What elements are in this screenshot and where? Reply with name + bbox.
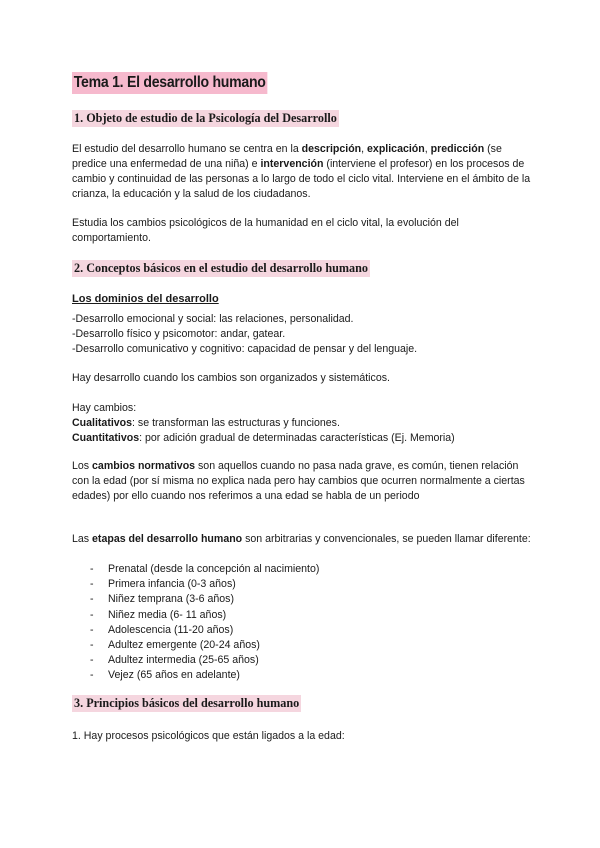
text-run: ,	[424, 143, 431, 155]
text-run: El estudio del desarrollo humano se centra en la	[72, 143, 302, 155]
paragraph	[72, 532, 532, 547]
paragraph: Hay desarrollo cuando los cambios son organizados y sistemáticos.	[72, 372, 390, 384]
domain-item: -Desarrollo emocional y social: las relaciones, personalidad.	[72, 313, 354, 325]
paragraph: Estudia los cambios psicológicos de la humanidad en el ciclo vital, la evolución del comportamiento.	[72, 217, 459, 244]
changes-intro: Hay cambios:	[72, 402, 137, 414]
text-run: ,	[361, 143, 368, 155]
changes-block	[72, 401, 532, 446]
section1-paragraph1	[72, 142, 532, 202]
domain-item: -Desarrollo comunicativo y cognitivo: capacidad de pensar y del lenguaje.	[72, 343, 418, 355]
text-run: Los	[72, 460, 93, 472]
stages-list-items	[72, 562, 532, 684]
paragraph	[72, 142, 532, 202]
stage-item: - Vejez (65 años en adelante)	[72, 668, 532, 683]
section3-paragraph1	[72, 729, 532, 744]
section1-paragraph2	[72, 216, 532, 246]
stage-item: - Niñez media (6- 11 años)	[72, 608, 532, 623]
title-block	[72, 72, 532, 94]
stage-item: - Prenatal (desde la concepción al nacimiento)	[72, 562, 532, 577]
stage-item: - Adultez emergente (20-24 años)	[72, 638, 532, 653]
text-run: (se predice una enfermedad de una niña) e	[72, 143, 502, 170]
stage-item: - Primera infancia (0-3 años)	[72, 577, 532, 592]
stages-intro-paragraph	[72, 532, 532, 547]
domain-item: -Desarrollo físico y psicomotor: andar, gatear.	[72, 328, 286, 340]
quantitative-line	[72, 431, 532, 446]
domains-list	[72, 312, 532, 357]
bold-term-descripcion: descripción	[301, 143, 362, 155]
section1-heading-block	[72, 110, 532, 127]
stage-item: - Adolescencia (11-20 años)	[72, 623, 532, 638]
section3-heading: 3. Principios básicos del desarrollo humano	[74, 696, 300, 710]
qualitative-line	[72, 416, 532, 431]
normative-paragraph	[72, 459, 532, 504]
document-title: Tema 1. El desarrollo humano	[72, 72, 267, 94]
section2-heading: 2. Conceptos básicos en el estudio del desarrollo humano	[74, 261, 368, 275]
text-run: (interviene el profesor) en los procesos de cambio y continuidad de las personas a lo largo de todo el ciclo vital. Interviene en el ámbito de la crianza, la educación y la salud de los ciudadanos.	[72, 158, 531, 200]
bold-term-intervencion: intervención	[260, 158, 324, 170]
paragraph: 1. Hay procesos psicológicos que están ligados a la edad:	[72, 730, 345, 742]
text-run: son arbitrarias y convencionales, se pueden llamar diferente:	[242, 533, 531, 545]
domains-subheading-block	[72, 292, 532, 307]
domains-subheading: Los dominios del desarrollo	[72, 293, 219, 305]
bold-term-explicacion: explicación	[367, 143, 425, 155]
bold-term-cambios-normativos: cambios normativos	[92, 460, 196, 472]
stage-item: - Niñez temprana (3-6 años)	[72, 592, 532, 607]
paragraph	[72, 459, 532, 504]
text-run: son aquellos cuando no pasa nada grave, es común, tienen relación con la edad (por sí misma no explica nada pero hay cambios que ocurren normalmente a ciertas edades) por ello cuando nos referimos a una edad se habla de un periodo	[72, 460, 525, 502]
section1-heading: 1. Objeto de estudio de la Psicología del Desarrollo	[74, 111, 337, 125]
qualitative-text: : se transforman las estructuras y funciones.	[132, 417, 340, 429]
bold-term-etapas: etapas del desarrollo humano	[92, 533, 243, 545]
organized-paragraph	[72, 371, 532, 386]
quantitative-text: : por adición gradual de determinadas características (Ej. Memoria)	[139, 432, 455, 444]
section2-heading-block	[72, 260, 532, 277]
qualitative-label: Cualitativos	[72, 417, 133, 429]
stage-item: - Adultez intermedia (25-65 años)	[72, 653, 532, 668]
section3-heading-block	[72, 695, 532, 712]
bold-term-prediccion: predicción	[430, 143, 485, 155]
quantitative-label: Cuantitativos	[72, 432, 140, 444]
stages-list	[72, 562, 532, 684]
text-run: Las	[72, 533, 93, 545]
